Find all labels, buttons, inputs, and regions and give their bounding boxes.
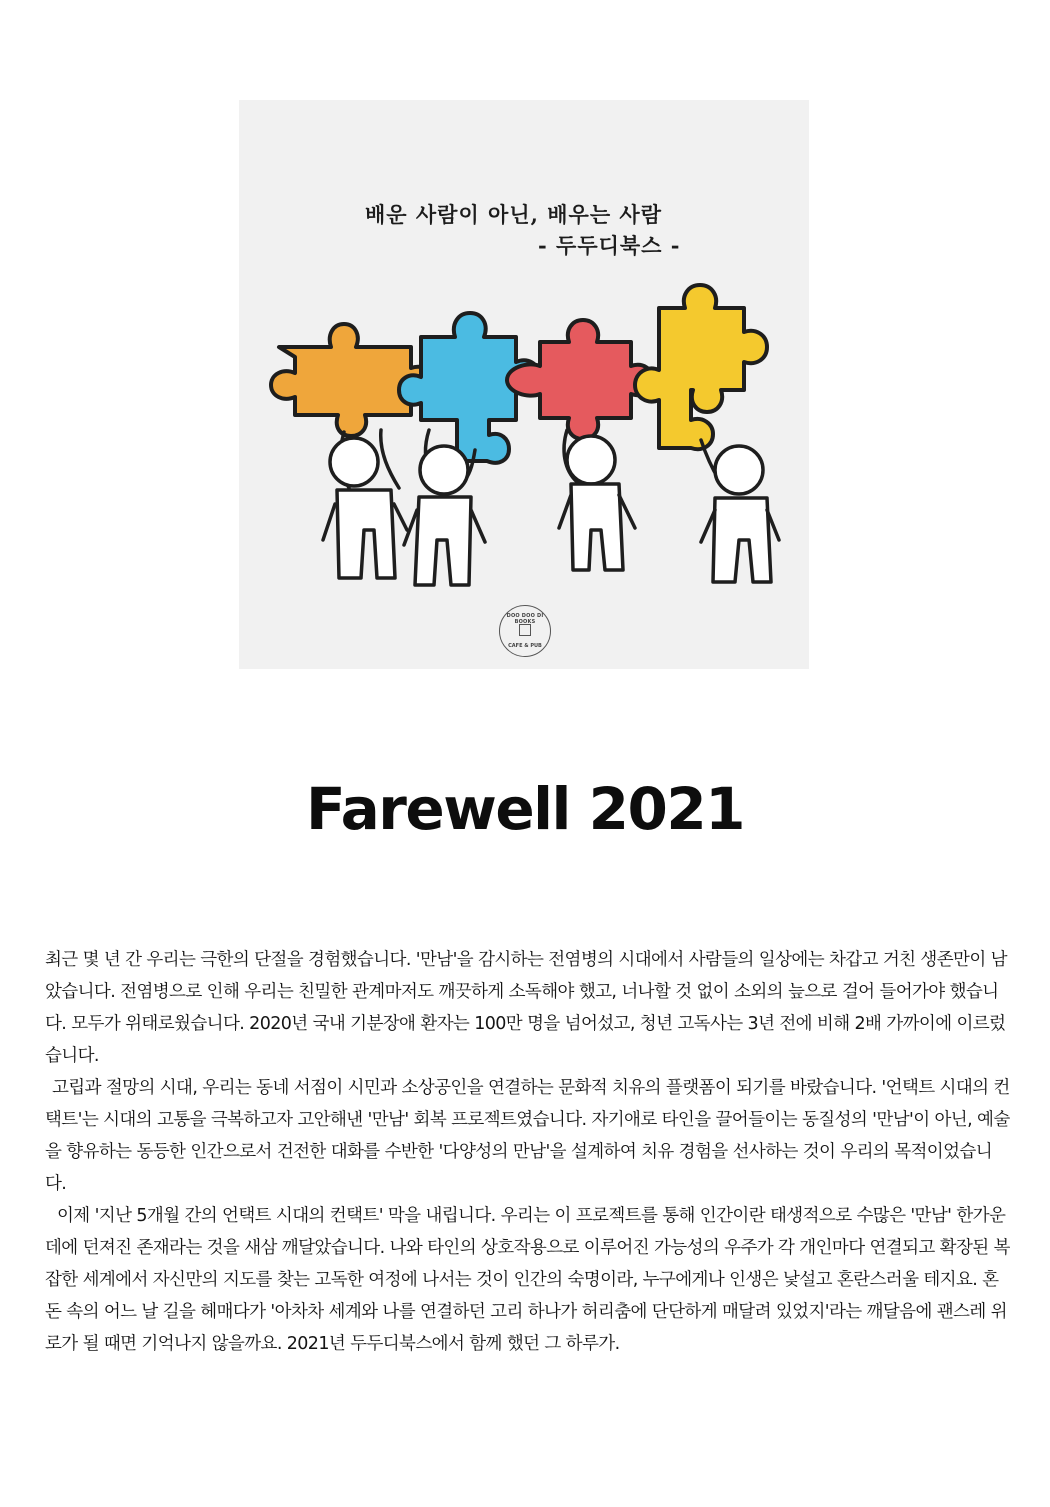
house-icon <box>519 624 531 636</box>
body-text <box>45 944 1010 1360</box>
red-puzzle-piece <box>507 320 653 439</box>
poster-image <box>239 100 809 669</box>
stick-figure-3 <box>559 430 635 570</box>
poster-quote: 배운 사람이 아닌, 배우는 사람 <box>365 202 662 227</box>
poster-brand: - 두두디북스 - <box>538 233 681 258</box>
stick-figure-2 <box>404 430 485 585</box>
yellow-puzzle-piece <box>635 285 767 449</box>
paragraph-1: 최근 몇 년 간 우리는 극한의 단절을 경험했습니다. '만남'을 감시하는 전염병의 시대에서 사람들의 일상에는 차갑고 거친 생존만이 남았습니다. 전염병으로 인해 우리는 친밀한 관계마저도 깨끗하게 소독해야 했고, 너나할 것 없이 소외의 늪으로 걸어 들어가야 했습니다. 모두가 위태로웠습니다. 2020년 국내 기분장애 환자는 100만 명을 넘어섰고, 청년 고독사는 3년 전에 비해 2배 가까이에 이르렀습니다. <box>45 950 1007 1066</box>
puzzle-illustration <box>239 100 809 669</box>
stick-figure-4 <box>701 440 779 582</box>
paragraph-2: 고립과 절망의 시대, 우리는 동네 서점이 시민과 소상공인을 연결하는 문화적 치유의 플랫폼이 되기를 바랐습니다. '언택트 시대의 컨택트'는 시대의 고통을 극복하고자 고안해낸 '만남' 회복 프로젝트였습니다. 자기애로 타인을 끌어들이는 동질성의 '만남'이 아닌, 예술을 향유하는 동등한 인간으로서 건전한 대화를 수반한 '다양성의 만남'을 설계하여 치유 경험을 선사하는 것이 우리의 목적이었습니다. <box>45 1078 1010 1194</box>
logo-bottom-text: CAFE & PUB <box>508 643 542 649</box>
stick-figure-1 <box>323 430 407 578</box>
logo-top-text: DOO DOO DI BOOKS <box>506 613 544 625</box>
paragraph-3: 이제 '지난 5개월 간의 언택트 시대의 컨택트' 막을 내립니다. 우리는 이 프로젝트를 통해 인간이란 태생적으로 수많은 '만남' 한가운데에 던져진 존재라는 것을 새삼 깨달았습니다. 나와 타인의 상호작용으로 이루어진 가능성의 우주가 각 개인마다 연결되고 확장된 복잡한 세계에서 자신만의 지도를 찾는 고독한 여정에 나서는 것이 인간의 숙명이라, 누구에게나 인생은 낯설고 혼란스러울 테지요. 혼돈 속의 어느 날 길을 헤매다가 '아차차 세계와 나를 연결하던 고리 하나가 허리춤에 단단하게 매달려 있었지'라는 깨달음에 괜스레 위로가 될 때면 기억나지 않을까요. 2021년 두두디북스에서 함께 했던 그 하루가. <box>45 1206 1010 1354</box>
page-title: Farewell 2021 <box>305 775 745 843</box>
bookstore-logo <box>499 605 551 657</box>
